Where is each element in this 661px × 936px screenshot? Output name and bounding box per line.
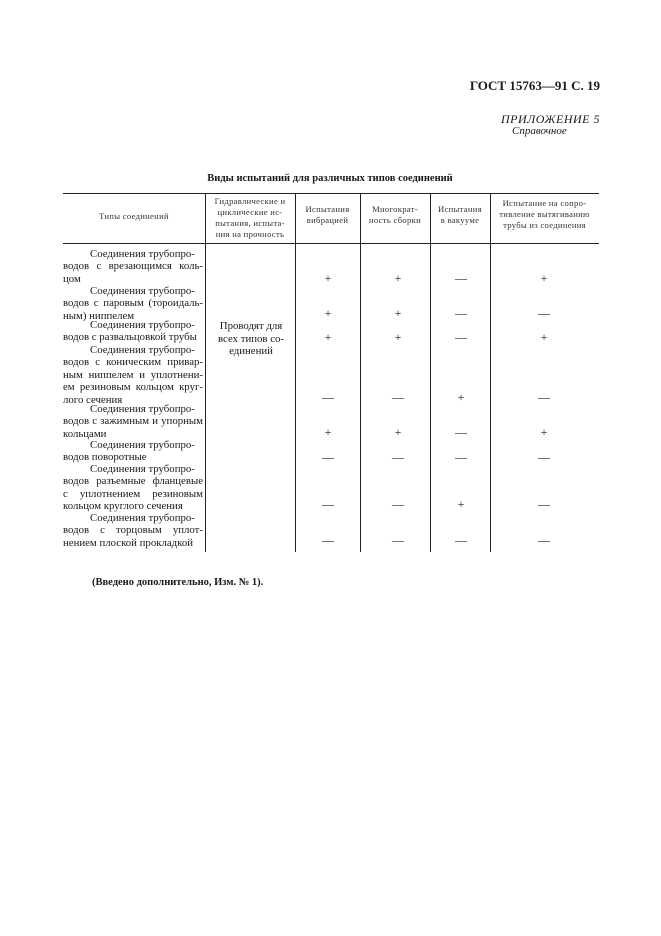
row-line: ным) ниппелем: [63, 309, 135, 322]
row-line: нением плоской прокладкой: [63, 536, 194, 549]
row-line: цом: [63, 272, 81, 285]
table-row: [63, 463, 203, 513]
table-top-rule: [63, 193, 599, 194]
column-divider: [295, 193, 296, 552]
mark-multi: —: [392, 450, 404, 464]
row-line: ным ниппелем и уплотнени-: [63, 368, 203, 381]
header-vacuum: Испытания в вакууме: [438, 204, 482, 225]
column-divider: [490, 193, 491, 552]
reference-label: Справочное: [512, 125, 567, 137]
row-line: Соединения трубопро-: [90, 344, 195, 356]
mark-pullout: +: [540, 425, 548, 439]
row-line: с уплотнением резиновым: [63, 487, 203, 500]
row-line: Соединения трубопро-: [90, 512, 195, 524]
table-row: [63, 439, 203, 464]
row-line: водов с паровым (тороидаль-: [63, 297, 203, 310]
row-line: Соединения трубопро-: [90, 439, 195, 451]
row-line: водов с зажимным и упорным: [63, 415, 203, 428]
mark-vacuum: +: [457, 390, 465, 404]
table-row: [63, 512, 203, 549]
row-line: кольцом круглого сечения: [63, 500, 183, 513]
mark-multi: +: [394, 425, 402, 439]
row-line: лого сечения: [63, 393, 123, 406]
amendment-note: (Введено дополнительно, Изм. № 1).: [92, 577, 264, 588]
header-multi: Многократ- ность сборки: [368, 204, 421, 225]
mark-vibration: +: [324, 425, 332, 439]
row-line: ем резиновым кольцом круг-: [63, 381, 203, 394]
mark-vacuum: —: [455, 450, 467, 464]
mark-pullout: —: [538, 450, 550, 464]
mark-pullout: +: [540, 330, 548, 344]
mark-multi: —: [392, 533, 404, 547]
row-line: Соединения трубопро-: [90, 248, 195, 260]
mark-vibration: —: [322, 533, 334, 547]
table-row: [63, 319, 203, 344]
mark-vibration: —: [322, 450, 334, 464]
column-divider: [360, 193, 361, 552]
mark-multi: —: [392, 390, 404, 404]
mark-multi: +: [394, 330, 402, 344]
header-pullout: Испытание на сопро- тивление вытягиванию трубы из соединения: [499, 198, 590, 230]
table-row: [63, 285, 203, 322]
table-row: [63, 248, 203, 285]
row-line: водов поворотные: [63, 451, 147, 464]
mark-vibration: +: [324, 330, 332, 344]
header-bottom-rule: [63, 243, 599, 244]
mark-pullout: —: [538, 533, 550, 547]
mark-pullout: +: [540, 271, 548, 285]
row-line: кольцами: [63, 427, 107, 440]
mark-vibration: —: [322, 390, 334, 404]
row-line: водов с торцовым уплот-: [63, 524, 203, 537]
mark-vacuum: +: [457, 497, 465, 511]
row-line: Соединения трубопро-: [90, 285, 195, 297]
table-row: [63, 403, 203, 440]
row-line: водов разъемные фланцевые: [63, 475, 203, 488]
column-divider: [205, 193, 206, 552]
row-line: водов с коническим привар-: [63, 356, 203, 369]
mark-vibration: +: [324, 271, 332, 285]
mark-vacuum: —: [455, 271, 467, 285]
header-vibration: Испытания вибрацией: [305, 204, 350, 225]
merged-hydro-cell: Проводят для всех типов со- единений: [218, 320, 284, 357]
header-hydro: Гидравлические и циклические ис- пытания, испыта- ния на прочность: [214, 196, 286, 239]
row-line: водов с развальцовкой трубы: [63, 331, 197, 344]
row-line: Соединения трубопро-: [90, 319, 195, 331]
table-row: [63, 344, 203, 406]
page-header: ГОСТ 15763—91 С. 19: [469, 78, 600, 93]
mark-pullout: —: [538, 306, 550, 320]
table-caption: Виды испытаний для различных типов соединений: [207, 173, 453, 184]
row-line: Соединения трубопро-: [90, 403, 195, 415]
mark-vacuum: —: [455, 425, 467, 439]
mark-pullout: —: [538, 497, 550, 511]
row-line: водов с врезающимся коль-: [63, 260, 203, 273]
mark-vacuum: —: [455, 533, 467, 547]
mark-multi: +: [394, 271, 402, 285]
header-type: Типы соединений: [99, 211, 169, 221]
column-divider: [430, 193, 431, 552]
mark-vibration: +: [324, 306, 332, 320]
mark-vacuum: —: [455, 306, 467, 320]
mark-multi: +: [394, 306, 402, 320]
mark-vibration: —: [322, 497, 334, 511]
mark-pullout: —: [538, 390, 550, 404]
mark-vacuum: —: [455, 330, 467, 344]
row-line: Соединения трубопро-: [90, 463, 195, 475]
appendix-label: ПРИЛОЖЕНИЕ 5: [501, 112, 600, 126]
mark-multi: —: [392, 497, 404, 511]
